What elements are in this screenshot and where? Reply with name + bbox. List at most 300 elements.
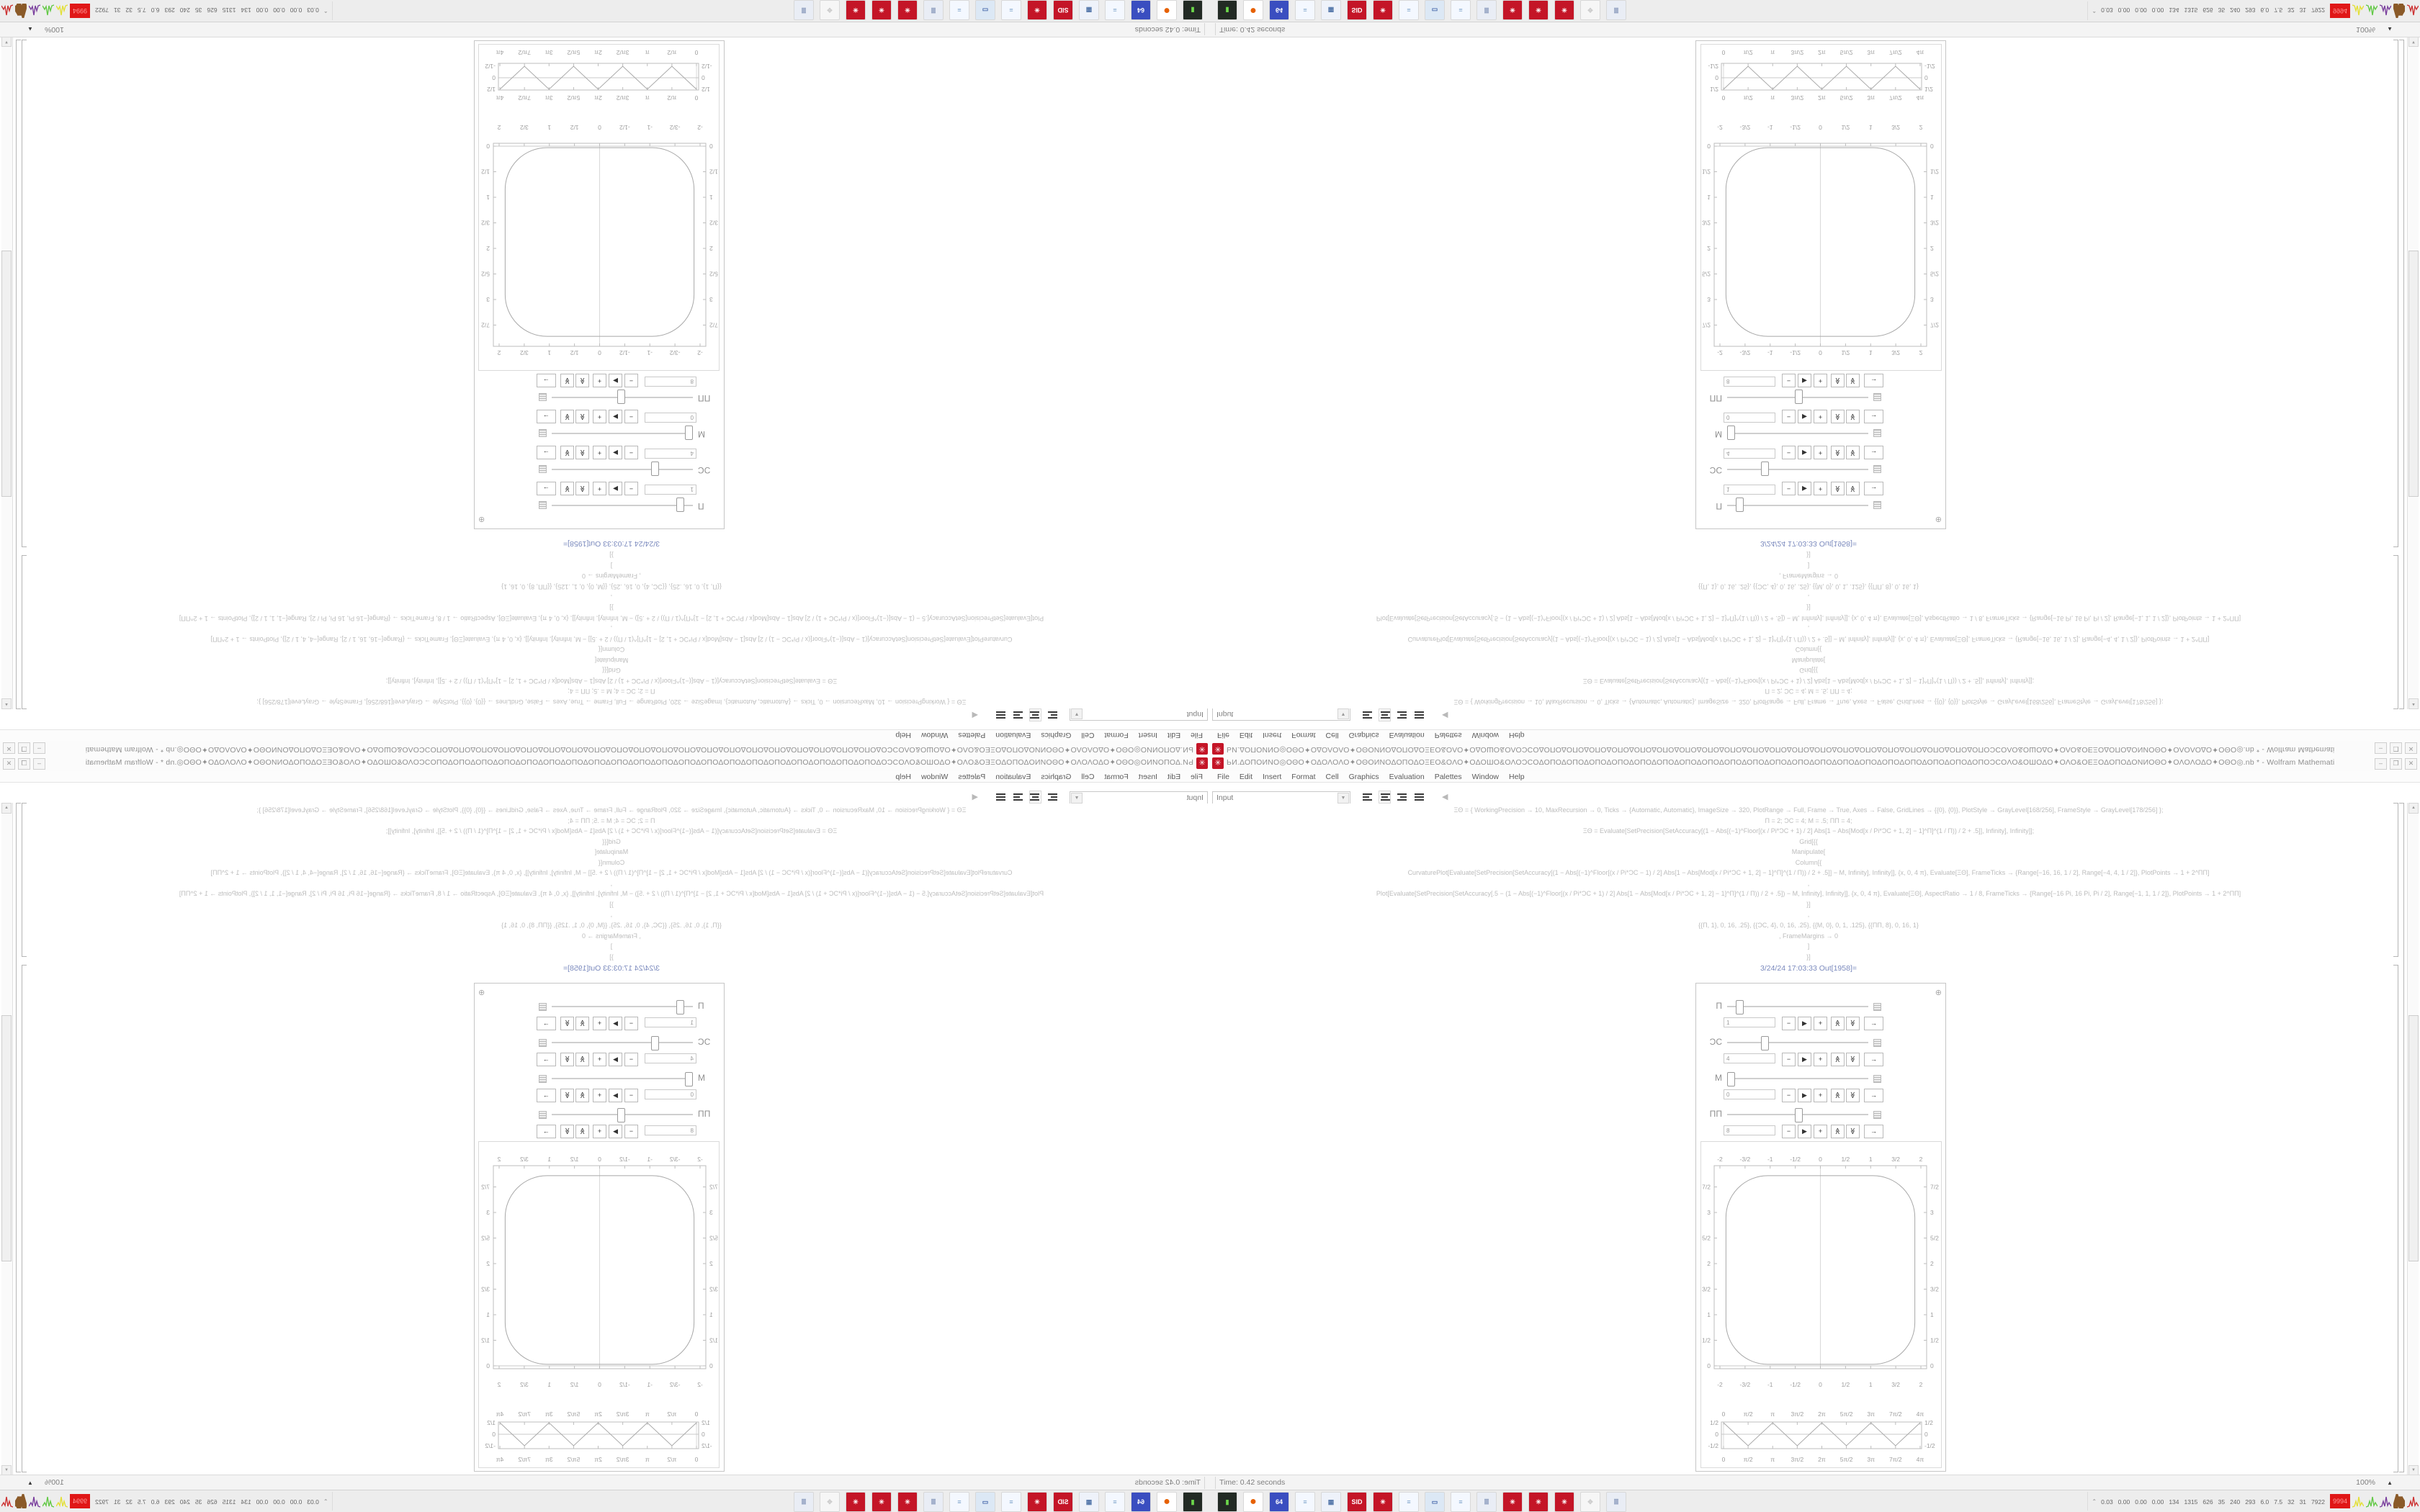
direction-button[interactable]: → xyxy=(537,1089,556,1102)
tray-collapse-icon[interactable]: ⌃ xyxy=(323,1498,328,1505)
menu-edit[interactable]: Edit xyxy=(1167,772,1181,781)
faster-button[interactable]: + xyxy=(1814,446,1827,459)
mathematica-icon[interactable]: ✳ xyxy=(1554,1492,1574,1512)
sid-player-icon[interactable]: SID xyxy=(1053,1492,1073,1512)
mathematica-icon[interactable]: ✳ xyxy=(1528,1492,1549,1512)
slider-track[interactable] xyxy=(1727,1006,1868,1007)
io-graph-red[interactable] xyxy=(2407,4,2419,18)
step-back-icon[interactable]: ≪ xyxy=(1831,1053,1845,1066)
slider-field-toggle-icon[interactable] xyxy=(539,1111,547,1119)
chevron-down-icon[interactable]: ▼ xyxy=(1337,708,1349,719)
restore-button[interactable]: ❐ xyxy=(2390,742,2402,754)
io-graph-red[interactable] xyxy=(2407,1494,2419,1508)
align-right-icon[interactable] xyxy=(1396,708,1408,721)
slower-button[interactable]: − xyxy=(1782,1089,1796,1102)
step-back-icon[interactable]: ≪ xyxy=(1831,1017,1845,1030)
step-back-icon[interactable]: ≪ xyxy=(575,374,589,387)
menu-cell[interactable]: Cell xyxy=(1081,772,1095,781)
input-cell-bracket[interactable] xyxy=(22,555,27,709)
direction-button[interactable]: → xyxy=(1864,446,1883,459)
step-forward-icon[interactable]: ≫ xyxy=(560,1125,574,1138)
align-center-icon[interactable] xyxy=(1379,708,1391,721)
slider-thumb[interactable] xyxy=(618,1108,626,1122)
minimize-button[interactable]: – xyxy=(2375,758,2387,770)
slider-field-toggle-icon[interactable] xyxy=(1873,501,1881,509)
menu-window[interactable]: Window xyxy=(920,772,949,781)
collapse-toolbar-icon[interactable]: ◀ xyxy=(972,711,978,719)
window-titlebar[interactable] xyxy=(0,741,1210,756)
slower-button[interactable]: − xyxy=(624,446,638,459)
play-button[interactable]: ▶ xyxy=(1798,374,1811,387)
vertical-scrollbar[interactable] xyxy=(2407,36,2419,709)
slider-field-toggle-icon[interactable] xyxy=(539,501,547,509)
direction-button[interactable]: → xyxy=(1864,482,1883,495)
slider-thumb[interactable] xyxy=(1736,1000,1744,1014)
slider-thumb[interactable] xyxy=(1727,426,1735,440)
slider-thumb[interactable] xyxy=(685,426,693,440)
mathematica-icon[interactable]: ✳ xyxy=(897,1492,918,1512)
step-forward-icon[interactable]: ≫ xyxy=(1846,1089,1860,1102)
notepad-icon[interactable]: ≡ xyxy=(1001,1492,1021,1512)
mathematica-icon[interactable]: ✳ xyxy=(1554,0,1574,20)
step-forward-icon[interactable]: ≫ xyxy=(1846,410,1860,423)
direction-button[interactable]: → xyxy=(1864,374,1883,387)
cell-group-bracket[interactable] xyxy=(2399,40,2404,709)
scrollbar-thumb[interactable] xyxy=(2408,1015,2419,1261)
step-back-icon[interactable]: ≪ xyxy=(1831,374,1845,387)
mathematica-icon[interactable]: ✳ xyxy=(1373,0,1393,20)
slower-button[interactable]: − xyxy=(624,1017,638,1030)
collapse-toolbar-icon[interactable]: ◀ xyxy=(972,793,978,801)
cell-group-bracket[interactable] xyxy=(16,803,21,1472)
input-cell-bracket[interactable] xyxy=(2393,555,2398,709)
tray-collapse-icon[interactable]: ⌃ xyxy=(2092,1498,2097,1505)
notepad-icon[interactable]: ≡ xyxy=(949,0,969,20)
slider-field-toggle-icon[interactable] xyxy=(539,1003,547,1011)
io-graph-red[interactable] xyxy=(1,4,13,18)
menu-cell[interactable]: Cell xyxy=(1081,731,1095,740)
calculator-icon[interactable]: ▦ xyxy=(1321,0,1341,20)
menu-file[interactable]: File xyxy=(1191,731,1203,740)
disk-graph-brown[interactable] xyxy=(15,1494,27,1508)
disk-graph-brown[interactable] xyxy=(15,4,27,18)
mathematica-icon[interactable]: ✳ xyxy=(1373,1492,1393,1512)
restore-button[interactable]: ❐ xyxy=(18,758,30,770)
chevron-down-icon[interactable]: ▼ xyxy=(1337,793,1349,804)
faster-button[interactable]: + xyxy=(593,374,606,387)
input-cell-bracket[interactable] xyxy=(22,803,27,957)
slider-field-toggle-icon[interactable] xyxy=(539,429,547,437)
chevron-down-icon[interactable]: ▼ xyxy=(1071,708,1083,719)
play-button[interactable]: ▶ xyxy=(609,1017,622,1030)
play-button[interactable]: ▶ xyxy=(609,1053,622,1066)
direction-button[interactable]: → xyxy=(537,1017,556,1030)
slider-field-toggle-icon[interactable] xyxy=(539,1075,547,1083)
net-graph-purple[interactable] xyxy=(2380,4,2391,18)
collapse-toolbar-icon[interactable]: ◀ xyxy=(1442,711,1448,719)
slider-field-toggle-icon[interactable] xyxy=(1873,393,1881,401)
firefox-icon[interactable]: ● xyxy=(1157,1492,1177,1512)
menu-window[interactable]: Window xyxy=(1471,731,1500,740)
slider-value-field[interactable]: 4 xyxy=(645,1053,696,1063)
sid-player-icon[interactable]: SID xyxy=(1053,0,1073,20)
notepad-icon[interactable]: ≡ xyxy=(949,1492,969,1512)
direction-button[interactable]: → xyxy=(537,1125,556,1138)
magnification-dropdown-icon[interactable]: ▲ xyxy=(27,26,33,32)
slider-track[interactable] xyxy=(1727,469,1868,470)
calculator-icon[interactable]: ▦ xyxy=(1079,1492,1099,1512)
step-forward-icon[interactable]: ≫ xyxy=(1846,1017,1860,1030)
menu-insert[interactable]: Insert xyxy=(1263,731,1282,740)
minimize-button[interactable]: – xyxy=(33,758,45,770)
play-button[interactable]: ▶ xyxy=(1798,1125,1811,1138)
output-cell-bracket[interactable] xyxy=(22,40,27,547)
slider-value-field[interactable]: 4 xyxy=(645,449,696,459)
play-button[interactable]: ▶ xyxy=(609,482,622,495)
direction-button[interactable]: → xyxy=(537,482,556,495)
floppy-64-icon[interactable]: 64 xyxy=(1269,1492,1289,1512)
notepad-icon[interactable]: ≡ xyxy=(1105,0,1125,20)
floppy-64-icon[interactable]: 64 xyxy=(1131,1492,1151,1512)
input-cell-code[interactable] xyxy=(13,539,1210,707)
scroll-icon[interactable]: ≣ xyxy=(1606,0,1626,20)
console-icon[interactable]: ▭ xyxy=(975,1492,995,1512)
slider-value-field[interactable]: 1 xyxy=(1724,485,1775,495)
step-back-icon[interactable]: ≪ xyxy=(1831,482,1845,495)
calculator-icon[interactable]: ▦ xyxy=(1079,0,1099,20)
menu-format[interactable]: Format xyxy=(1291,731,1316,740)
scroll-down-icon[interactable]: ▼ xyxy=(1,1465,12,1476)
scroll-down-icon[interactable]: ▼ xyxy=(2408,36,2419,47)
cell-group-bracket[interactable] xyxy=(2399,803,2404,1472)
notepad-icon[interactable]: ≡ xyxy=(1399,1492,1419,1512)
mem-graph-green[interactable] xyxy=(2366,4,2378,18)
output-cell-bracket[interactable] xyxy=(2393,40,2398,547)
disk-graph-brown[interactable] xyxy=(2393,4,2405,18)
slider-track[interactable] xyxy=(552,505,693,506)
slider-thumb[interactable] xyxy=(1727,1072,1735,1086)
slider-field-toggle-icon[interactable] xyxy=(1873,1111,1881,1119)
slider-value-field[interactable]: 8 xyxy=(645,377,696,387)
direction-button[interactable]: → xyxy=(1864,1017,1883,1030)
play-button[interactable]: ▶ xyxy=(1798,410,1811,423)
play-button[interactable]: ▶ xyxy=(1798,482,1811,495)
calculator-icon[interactable]: ▦ xyxy=(1321,1492,1341,1512)
ghost-icon[interactable]: ✥ xyxy=(820,1492,840,1512)
play-button[interactable]: ▶ xyxy=(609,374,622,387)
tray-collapse-icon[interactable]: ⌃ xyxy=(323,7,328,14)
faster-button[interactable]: + xyxy=(593,482,606,495)
mathematica-icon[interactable]: ✳ xyxy=(1528,0,1549,20)
slider-value-field[interactable]: 8 xyxy=(1724,1125,1775,1135)
input-cell-code[interactable] xyxy=(1210,805,2407,973)
menu-palettes[interactable]: Palettes xyxy=(1434,731,1462,740)
slower-button[interactable]: − xyxy=(1782,410,1796,423)
slider-thumb[interactable] xyxy=(1795,390,1803,404)
notepad-icon[interactable]: ≡ xyxy=(1295,1492,1315,1512)
scroll-icon[interactable]: ≣ xyxy=(923,1492,944,1512)
scroll-icon[interactable]: ≣ xyxy=(1476,1492,1497,1512)
vertical-scrollbar[interactable] xyxy=(1,36,13,709)
input-cell-bracket[interactable] xyxy=(2393,803,2398,957)
play-button[interactable]: ▶ xyxy=(609,1125,622,1138)
menu-file[interactable]: File xyxy=(1191,772,1203,781)
notepad-icon[interactable]: ≡ xyxy=(1105,1492,1125,1512)
cpu-graph-yellow[interactable] xyxy=(56,4,68,18)
menu-evaluation[interactable]: Evaluation xyxy=(995,731,1031,740)
menu-format[interactable]: Format xyxy=(1104,731,1129,740)
menu-evaluation[interactable]: Evaluation xyxy=(1389,731,1425,740)
slider-value-field[interactable]: 1 xyxy=(645,485,696,495)
align-left-icon[interactable] xyxy=(1047,791,1059,804)
floppy-64-icon[interactable]: 64 xyxy=(1131,0,1151,20)
close-button[interactable]: ✕ xyxy=(2405,758,2417,770)
mathematica-icon[interactable]: ✳ xyxy=(1502,0,1523,20)
step-forward-icon[interactable]: ≫ xyxy=(560,1053,574,1066)
play-button[interactable]: ▶ xyxy=(1798,1017,1811,1030)
notepad-icon[interactable]: ≡ xyxy=(1399,0,1419,20)
menu-file[interactable]: File xyxy=(1217,772,1229,781)
close-button[interactable]: ✕ xyxy=(3,758,15,770)
scroll-icon[interactable]: ≣ xyxy=(794,0,814,20)
slider-field-toggle-icon[interactable] xyxy=(1873,1003,1881,1011)
magnification-value[interactable]: 100% xyxy=(2356,1478,2375,1487)
slider-field-toggle-icon[interactable] xyxy=(539,393,547,401)
vertical-scrollbar[interactable] xyxy=(2407,803,2419,1476)
menu-insert[interactable]: Insert xyxy=(1263,772,1282,781)
slider-value-field[interactable]: 4 xyxy=(1724,1053,1775,1063)
scroll-down-icon[interactable]: ▼ xyxy=(1,36,12,47)
step-back-icon[interactable]: ≪ xyxy=(575,446,589,459)
align-justify-icon[interactable] xyxy=(995,708,1007,721)
mathematica-icon[interactable]: ✳ xyxy=(1502,1492,1523,1512)
slider-value-field[interactable]: 0 xyxy=(645,1089,696,1099)
faster-button[interactable]: + xyxy=(593,410,606,423)
menu-window[interactable]: Window xyxy=(1471,772,1500,781)
notepad-icon[interactable]: ≡ xyxy=(1295,0,1315,20)
scroll-icon[interactable]: ≣ xyxy=(1476,0,1497,20)
manipulate-options-icon[interactable]: ⊕ xyxy=(1935,989,1942,997)
faster-button[interactable]: + xyxy=(1814,410,1827,423)
cell-group-bracket[interactable] xyxy=(16,40,21,709)
slider-value-field[interactable]: 1 xyxy=(1724,1017,1775,1027)
step-back-icon[interactable]: ≪ xyxy=(1831,1125,1845,1138)
slower-button[interactable]: − xyxy=(624,482,638,495)
play-button[interactable]: ▶ xyxy=(1798,1053,1811,1066)
scrollbar-thumb[interactable] xyxy=(1,1015,12,1261)
restore-button[interactable]: ❐ xyxy=(2390,758,2402,770)
align-right-icon[interactable] xyxy=(1396,791,1408,804)
align-center-icon[interactable] xyxy=(1029,708,1041,721)
slider-thumb[interactable] xyxy=(676,1000,684,1014)
menu-cell[interactable]: Cell xyxy=(1325,772,1339,781)
slider-field-toggle-icon[interactable] xyxy=(1873,1075,1881,1083)
play-button[interactable]: ▶ xyxy=(609,410,622,423)
slower-button[interactable]: − xyxy=(1782,446,1796,459)
slider-track[interactable] xyxy=(552,397,693,398)
terminal-icon[interactable]: ▮ xyxy=(1217,0,1237,20)
align-justify-icon[interactable] xyxy=(995,791,1007,804)
restore-button[interactable]: ❐ xyxy=(18,742,30,754)
firefox-icon[interactable]: ● xyxy=(1243,1492,1263,1512)
firefox-icon[interactable]: ● xyxy=(1243,0,1263,20)
minimize-button[interactable]: – xyxy=(2375,742,2387,754)
play-button[interactable]: ▶ xyxy=(609,446,622,459)
collapse-toolbar-icon[interactable]: ◀ xyxy=(1442,793,1448,801)
direction-button[interactable]: → xyxy=(537,410,556,423)
slider-value-field[interactable]: 1 xyxy=(645,1017,696,1027)
cpu-graph-yellow[interactable] xyxy=(2352,1494,2364,1508)
align-left-icon[interactable] xyxy=(1361,708,1373,721)
terminal-icon[interactable]: ▮ xyxy=(1217,1492,1237,1512)
slower-button[interactable]: − xyxy=(1782,482,1796,495)
slider-value-field[interactable]: 0 xyxy=(1724,1089,1775,1099)
slider-value-field[interactable]: 8 xyxy=(645,1125,696,1135)
cell-style-dropdown[interactable] xyxy=(1212,707,1350,721)
mathematica-icon[interactable]: ✳ xyxy=(846,1492,866,1512)
terminal-icon[interactable]: ▮ xyxy=(1183,0,1203,20)
magnification-value[interactable]: 100% xyxy=(2356,25,2375,34)
step-forward-icon[interactable]: ≫ xyxy=(1846,374,1860,387)
ghost-icon[interactable]: ✥ xyxy=(1580,1492,1600,1512)
slower-button[interactable]: − xyxy=(624,374,638,387)
slower-button[interactable]: − xyxy=(624,1053,638,1066)
direction-button[interactable]: → xyxy=(1864,1053,1883,1066)
step-back-icon[interactable]: ≪ xyxy=(1831,410,1845,423)
menu-palettes[interactable]: Palettes xyxy=(958,731,986,740)
slider-track[interactable] xyxy=(552,1006,693,1007)
menu-graphics[interactable]: Graphics xyxy=(1348,772,1379,781)
mathematica-icon[interactable]: ✳ xyxy=(846,0,866,20)
step-back-icon[interactable]: ≪ xyxy=(575,1017,589,1030)
step-forward-icon[interactable]: ≫ xyxy=(560,410,574,423)
slower-button[interactable]: − xyxy=(624,410,638,423)
scroll-up-icon[interactable]: ▲ xyxy=(2408,803,2419,814)
manipulate-options-icon[interactable]: ⊕ xyxy=(478,989,485,997)
scroll-up-icon[interactable]: ▲ xyxy=(2408,698,2419,709)
manipulate-options-icon[interactable]: ⊕ xyxy=(1935,515,1942,523)
play-button[interactable]: ▶ xyxy=(1798,1089,1811,1102)
menu-help[interactable]: Help xyxy=(895,772,911,781)
input-cell-code[interactable] xyxy=(1210,539,2407,707)
slider-thumb[interactable] xyxy=(618,390,626,404)
notepad-icon[interactable]: ≡ xyxy=(1451,1492,1471,1512)
slider-thumb[interactable] xyxy=(651,1036,659,1050)
notepad-icon[interactable]: ≡ xyxy=(1451,0,1471,20)
output-cell-bracket[interactable] xyxy=(22,965,27,1472)
direction-button[interactable]: → xyxy=(1864,1089,1883,1102)
input-cell-code[interactable] xyxy=(13,805,1210,973)
magnification-dropdown-icon[interactable]: ▲ xyxy=(2387,1480,2393,1486)
align-right-icon[interactable] xyxy=(1012,708,1024,721)
slider-field-toggle-icon[interactable] xyxy=(1873,465,1881,473)
slower-button[interactable]: − xyxy=(624,1125,638,1138)
direction-button[interactable]: → xyxy=(1864,410,1883,423)
slider-value-field[interactable]: 8 xyxy=(1724,377,1775,387)
floppy-64-icon[interactable]: 64 xyxy=(1269,0,1289,20)
step-back-icon[interactable]: ≪ xyxy=(575,1089,589,1102)
menu-edit[interactable]: Edit xyxy=(1239,772,1253,781)
align-center-icon[interactable] xyxy=(1379,791,1391,804)
cpu-graph-yellow[interactable] xyxy=(56,1494,68,1508)
sid-player-icon[interactable]: SID xyxy=(1347,0,1367,20)
play-button[interactable]: ▶ xyxy=(609,1089,622,1102)
step-forward-icon[interactable]: ≫ xyxy=(560,374,574,387)
menu-graphics[interactable]: Graphics xyxy=(1041,772,1072,781)
scroll-icon[interactable]: ≣ xyxy=(923,0,944,20)
menu-help[interactable]: Help xyxy=(1509,731,1525,740)
step-forward-icon[interactable]: ≫ xyxy=(560,482,574,495)
faster-button[interactable]: + xyxy=(1814,482,1827,495)
scroll-icon[interactable]: ≣ xyxy=(1606,1492,1626,1512)
output-cell-bracket[interactable] xyxy=(2393,965,2398,1472)
step-forward-icon[interactable]: ≫ xyxy=(1846,446,1860,459)
slower-button[interactable]: − xyxy=(1782,1053,1796,1066)
mathematica-icon[interactable]: ✳ xyxy=(871,1492,892,1512)
menu-file[interactable]: File xyxy=(1217,731,1229,740)
step-back-icon[interactable]: ≪ xyxy=(575,1053,589,1066)
slower-button[interactable]: − xyxy=(1782,1125,1796,1138)
menu-format[interactable]: Format xyxy=(1291,772,1316,781)
slider-thumb[interactable] xyxy=(676,498,684,512)
menu-edit[interactable]: Edit xyxy=(1239,731,1253,740)
magnification-value[interactable]: 100% xyxy=(45,25,64,34)
vertical-scrollbar[interactable] xyxy=(1,803,13,1476)
mathematica-icon[interactable]: ✳ xyxy=(1027,0,1047,20)
faster-button[interactable]: + xyxy=(593,1017,606,1030)
faster-button[interactable]: + xyxy=(1814,1089,1827,1102)
slider-track[interactable] xyxy=(1727,1042,1868,1043)
scroll-up-icon[interactable]: ▲ xyxy=(1,698,12,709)
disk-graph-brown[interactable] xyxy=(2393,1494,2405,1508)
slider-thumb[interactable] xyxy=(1795,1108,1803,1122)
faster-button[interactable]: + xyxy=(593,1089,606,1102)
window-titlebar[interactable] xyxy=(0,756,1210,771)
cell-style-dropdown[interactable] xyxy=(1070,707,1208,721)
step-forward-icon[interactable]: ≫ xyxy=(1846,1053,1860,1066)
scroll-down-icon[interactable]: ▼ xyxy=(2408,1465,2419,1476)
play-button[interactable]: ▶ xyxy=(1798,446,1811,459)
mathematica-icon[interactable]: ✳ xyxy=(1027,1492,1047,1512)
step-forward-icon[interactable]: ≫ xyxy=(560,1089,574,1102)
close-button[interactable]: ✕ xyxy=(2405,742,2417,754)
faster-button[interactable]: + xyxy=(1814,374,1827,387)
step-back-icon[interactable]: ≪ xyxy=(575,482,589,495)
magnification-dropdown-icon[interactable]: ▲ xyxy=(2387,26,2393,32)
menu-insert[interactable]: Insert xyxy=(1138,731,1157,740)
faster-button[interactable]: + xyxy=(1814,1125,1827,1138)
step-back-icon[interactable]: ≪ xyxy=(575,1125,589,1138)
slider-thumb[interactable] xyxy=(1736,498,1744,512)
cpu-graph-yellow[interactable] xyxy=(2352,4,2364,18)
net-graph-purple[interactable] xyxy=(2380,1494,2391,1508)
step-back-icon[interactable]: ≪ xyxy=(575,410,589,423)
menu-evaluation[interactable]: Evaluation xyxy=(995,772,1031,781)
direction-button[interactable]: → xyxy=(537,374,556,387)
magnification-value[interactable]: 100% xyxy=(45,1478,64,1487)
chevron-down-icon[interactable]: ▼ xyxy=(1071,793,1083,804)
mem-graph-green[interactable] xyxy=(42,4,54,18)
window-titlebar[interactable] xyxy=(1210,756,2420,771)
mathematica-icon[interactable]: ✳ xyxy=(897,0,918,20)
faster-button[interactable]: + xyxy=(593,1053,606,1066)
menu-window[interactable]: Window xyxy=(920,731,949,740)
scroll-up-icon[interactable]: ▲ xyxy=(1,803,12,814)
menu-insert[interactable]: Insert xyxy=(1138,772,1157,781)
scroll-icon[interactable]: ≣ xyxy=(794,1492,814,1512)
console-icon[interactable]: ▭ xyxy=(975,0,995,20)
slower-button[interactable]: − xyxy=(1782,374,1796,387)
